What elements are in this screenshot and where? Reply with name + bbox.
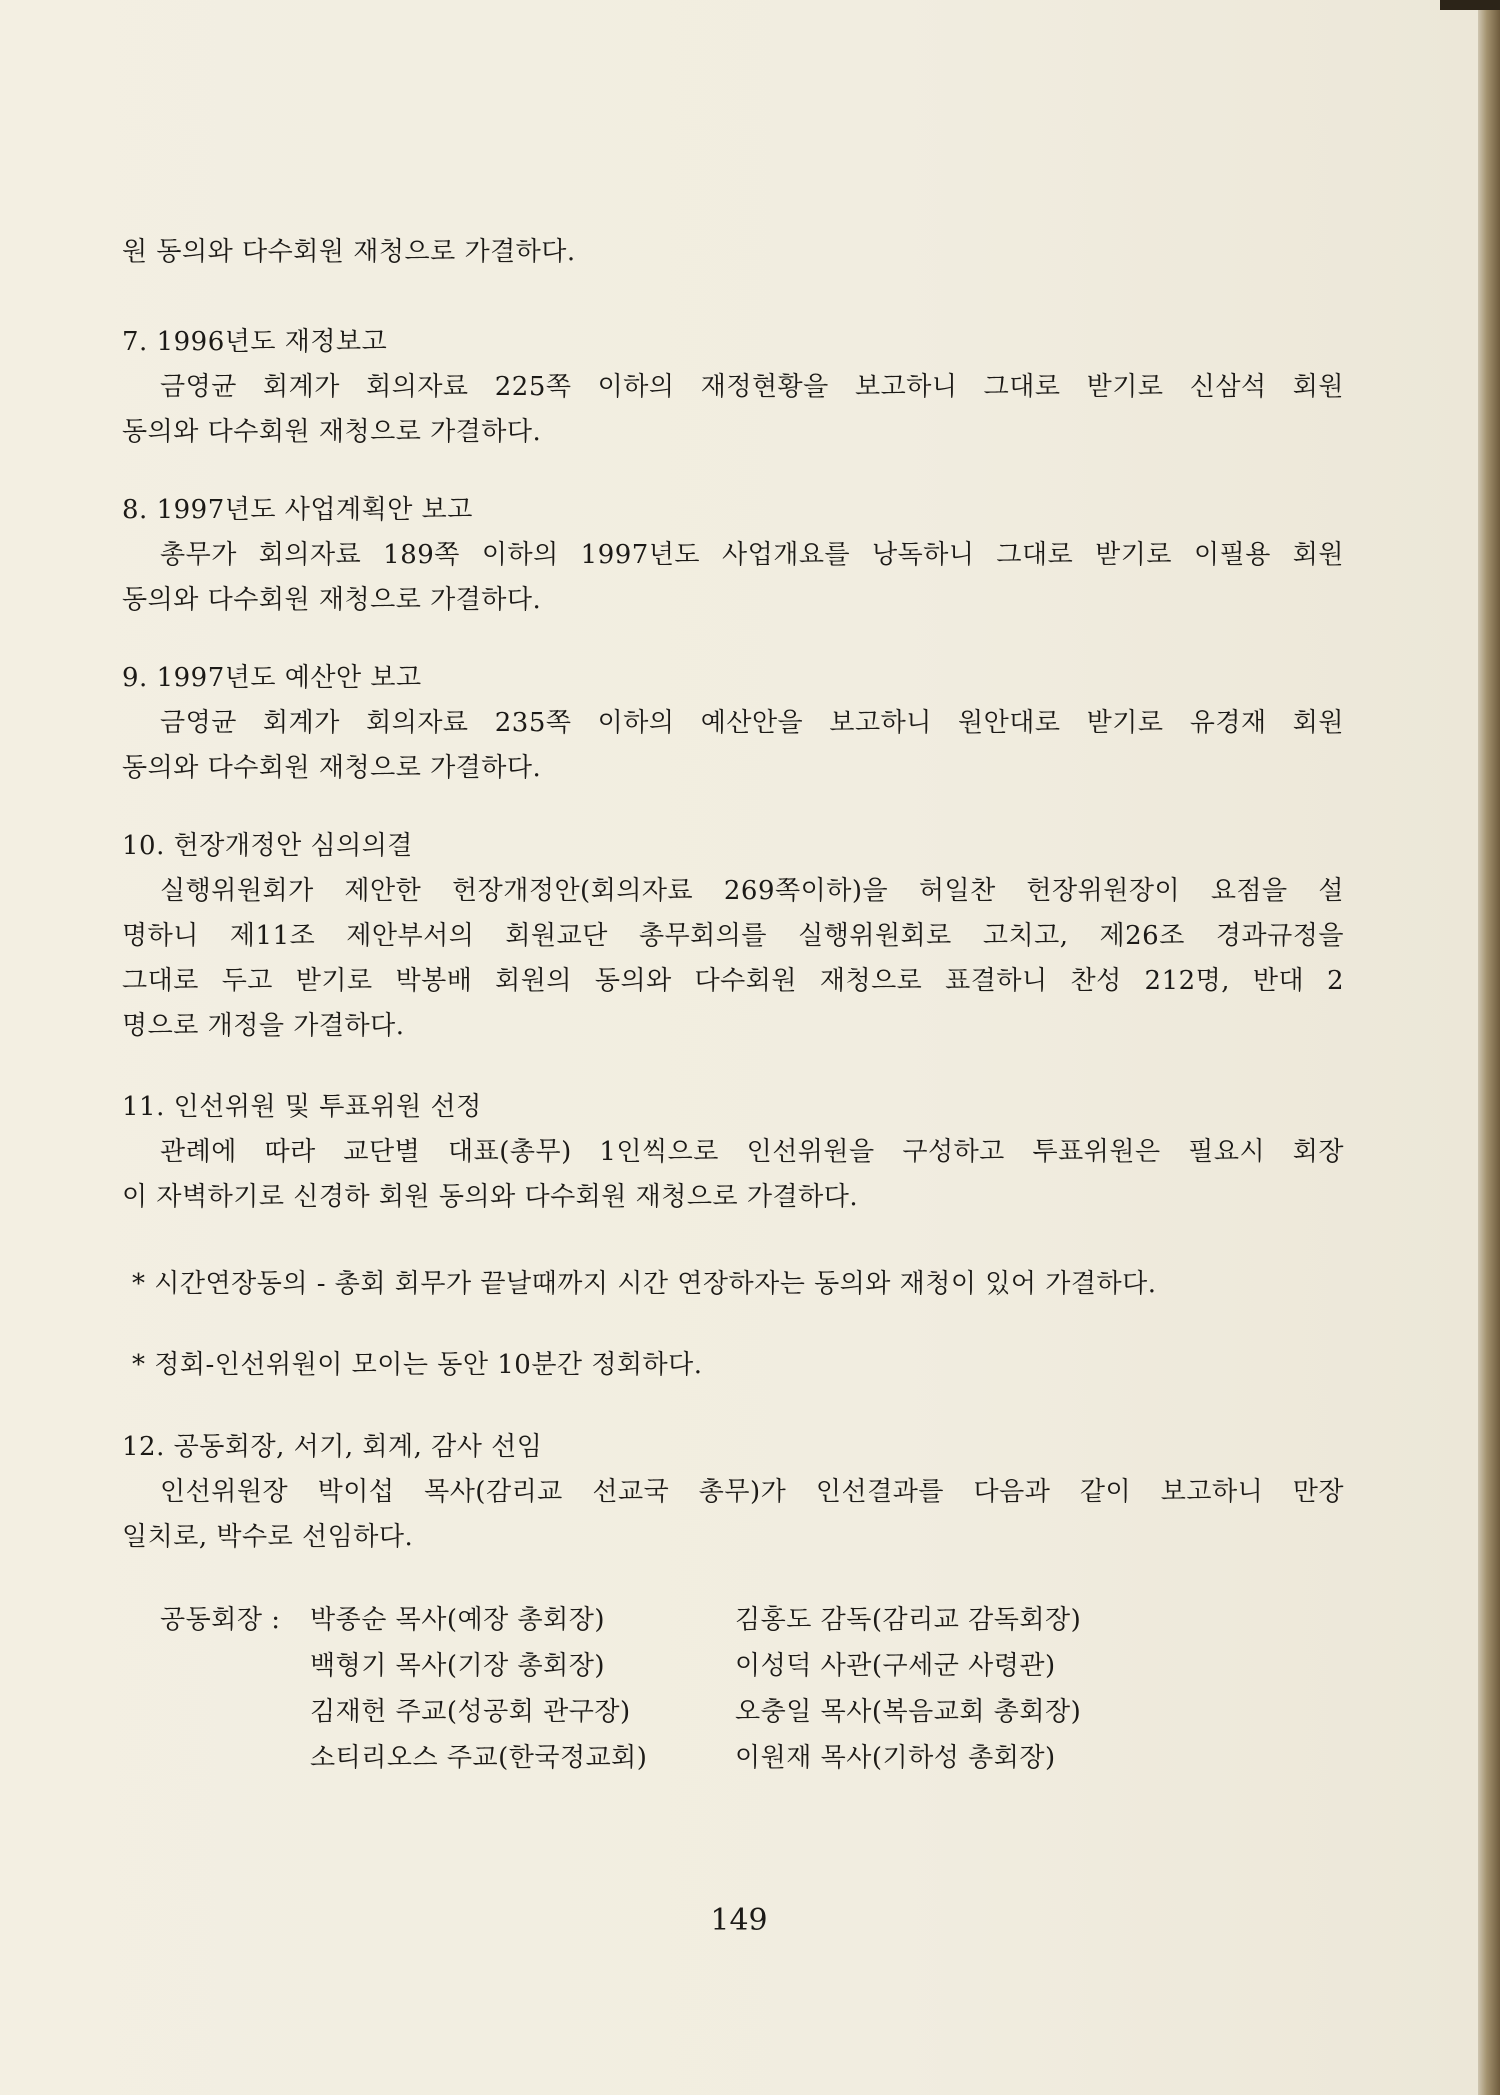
continuation-text (122, 230, 1344, 275)
officer-row (160, 1597, 1155, 1643)
section-11 (122, 1085, 1344, 1220)
note-recess (132, 1343, 1344, 1388)
section-7 (122, 320, 1344, 455)
paragraph-line: 인선위원장 박이섭 목사(감리교 선교국 총무)가 인선결과를 다음과 같이 보고하니 만장 (160, 1477, 1344, 1507)
note-line: * 정회-인선위원이 모이는 동안 10분간 정회하다. (132, 1350, 703, 1380)
book-page-edge (1478, 0, 1500, 2095)
officer-row (160, 1643, 1155, 1689)
section-heading: 10. 헌장개정안 심의의결 (122, 831, 413, 861)
paragraph-line: 동의와 다수회원 재청으로 가결하다. (122, 417, 542, 447)
page-number: 149 (710, 1903, 768, 1938)
paragraph-line: 실행위원회가 제안한 헌장개정안(회의자료 269쪽이하)을 허일찬 헌장위원장이 요점을 설 (160, 876, 1344, 906)
section-heading: 9. 1997년도 예산안 보고 (122, 663, 422, 693)
section-12 (122, 1425, 1344, 1560)
officer-row (160, 1735, 1155, 1781)
paragraph-line: 명으로 개정을 가결하다. (122, 1011, 405, 1041)
section-8 (122, 488, 1344, 623)
officer-name: 김홍도 감독(감리교 감독회장) (735, 1605, 1082, 1635)
officer-name: 오충일 목사(복음교회 총회장) (735, 1697, 1082, 1727)
paragraph-line: 금영균 회계가 회의자료 235쪽 이하의 예산안을 보고하니 원안대로 받기로 유경재 회원 (160, 708, 1344, 738)
officer-name: 백형기 목사(기장 총회장) (310, 1651, 605, 1681)
paragraph-line: 금영균 회계가 회의자료 225쪽 이하의 재정현황을 보고하니 그대로 받기로 신삼석 회원 (160, 372, 1344, 402)
section-heading: 7. 1996년도 재정보고 (122, 327, 388, 357)
section-heading: 12. 공동회장, 서기, 회계, 감사 선임 (122, 1432, 543, 1462)
officer-name: 김재헌 주교(성공회 관구장) (310, 1697, 631, 1727)
officer-name: 박종순 목사(예장 총회장) (310, 1605, 605, 1635)
paragraph-line: 총무가 회의자료 189쪽 이하의 1997년도 사업개요를 낭독하니 그대로 받기로 이필용 회원 (160, 540, 1344, 570)
paragraph-line: 그대로 두고 받기로 박봉배 회원의 동의와 다수회원 재청으로 표결하니 찬성 212명, 반대 2 (122, 966, 1344, 996)
section-9 (122, 656, 1344, 791)
note-extension (132, 1262, 1344, 1307)
paragraph-line: 이 자벽하기로 신경하 회원 동의와 다수회원 재청으로 가결하다. (122, 1182, 859, 1212)
paragraph-line: 명하니 제11조 제안부서의 회원교단 총무회의를 실행위원회로 고치고, 제26조 경과규정을 (122, 921, 1344, 951)
paragraph-line: 동의와 다수회원 재청으로 가결하다. (122, 753, 542, 783)
officer-name: 이성덕 사관(구세군 사령관) (735, 1651, 1056, 1681)
paragraph-line: 관례에 따라 교단별 대표(총무) 1인씩으로 인선위원을 구성하고 투표위원은 필요시 회장 (160, 1137, 1344, 1167)
section-10 (122, 824, 1344, 1049)
book-cover-corner (1440, 0, 1500, 10)
officer-row (160, 1689, 1155, 1735)
co-presidents-list (160, 1597, 1155, 1781)
continuation-line: 원 동의와 다수회원 재청으로 가결하다. (122, 237, 576, 267)
officer-role-label: 공동회장 : (160, 1605, 281, 1635)
section-heading: 8. 1997년도 사업계획안 보고 (122, 495, 473, 525)
note-line: * 시간연장동의 - 총회 회무가 끝날때까지 시간 연장하자는 동의와 재청이 있어 가결하다. (132, 1269, 1157, 1299)
section-heading: 11. 인선위원 및 투표위원 선정 (122, 1092, 482, 1122)
paragraph-line: 동의와 다수회원 재청으로 가결하다. (122, 585, 542, 615)
officer-name: 소티리오스 주교(한국정교회) (310, 1743, 648, 1773)
paragraph-line: 일치로, 박수로 선임하다. (122, 1522, 414, 1552)
officer-name: 이원재 목사(기하성 총회장) (735, 1743, 1056, 1773)
